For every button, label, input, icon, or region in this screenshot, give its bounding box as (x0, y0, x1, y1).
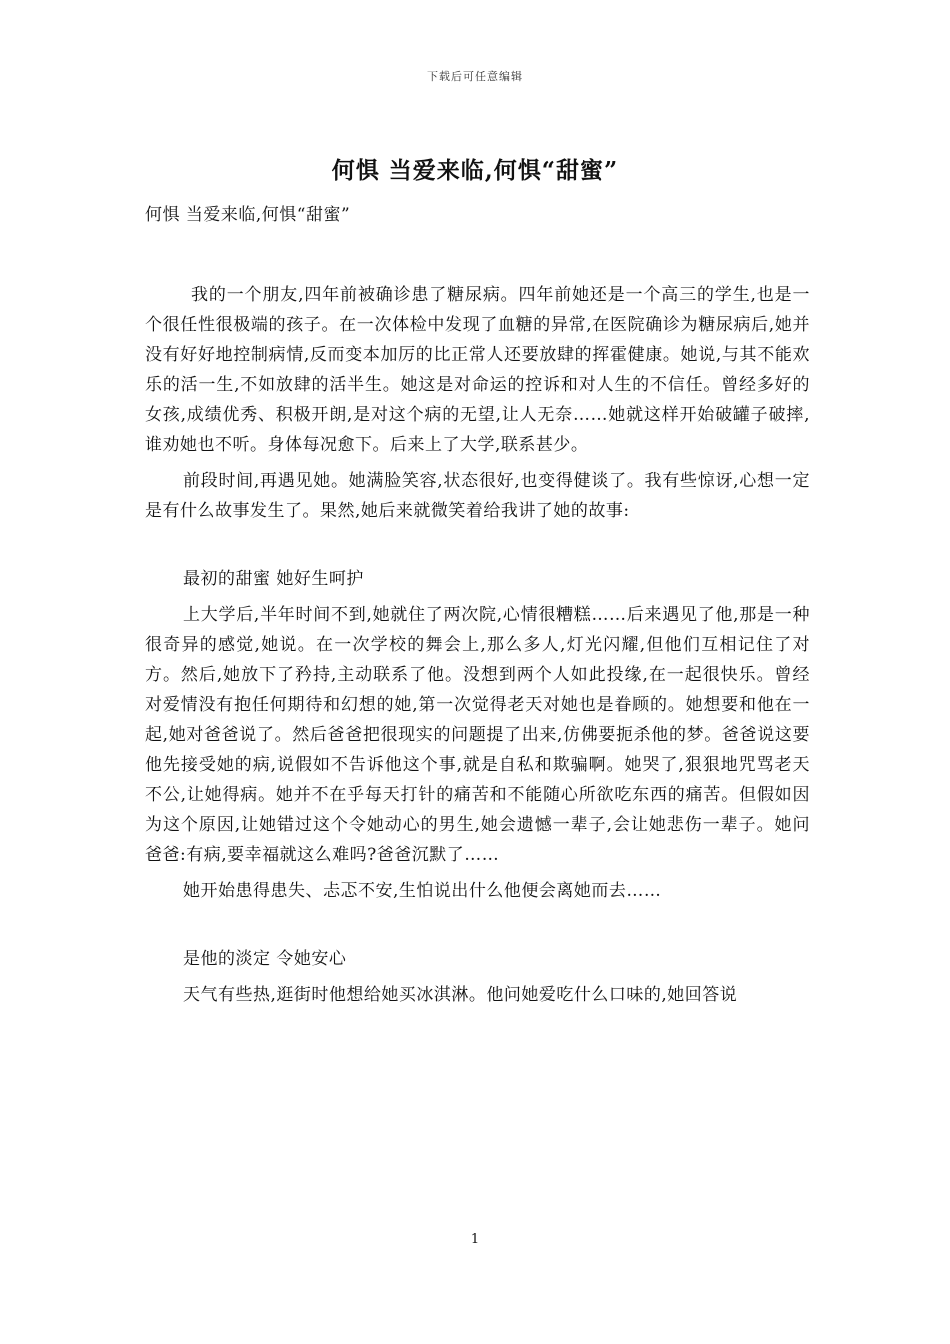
blank-line (145, 906, 810, 936)
paragraph: 我的一个朋友,四年前被确诊患了糖尿病。四年前她还是一个高三的学生,也是一个很任性很极端的孩子。在一次体检中发现了血糖的异常,在医院确诊为糖尿病后,她并没有好好地控制病情,反而变本加厉的比正常人还要放肆的挥霍健康。她说,与其不能欢乐的活一生,不如放肆的活半生。她这是对命运的控诉和对人生的不信任。曾经多好的女孩,成绩优秀、积极开朗,是对这个病的无望,让人无奈……她就这样开始破罐子破摔,谁劝她也不听。身体每况愈下。后来上了大学,联系甚少。 (145, 285, 810, 455)
document-body (145, 200, 810, 1010)
paragraph: 前段时间,再遇见她。她满脸笑容,状态很好,也变得健谈了。我有些惊讶,心想一定是有什么故事发生了。果然,她后来就微笑着给我讲了她的故事: (145, 471, 810, 521)
paragraph: 上大学后,半年时间不到,她就住了两次院,心情很糟糕……后来遇见了他,那是一种很奇异的感觉,她说。在一次学校的舞会上,那么多人,灯光闪耀,但他们互相记住了对方。然后,她放下了矜持,主动联系了他。没想到两个人如此投缘,在一起很快乐。曾经对爱情没有抱任何期待和幻想的她,第一次觉得老天对她也是眷顾的。她想要和他在一起,她对爸爸说了。然后爸爸把很现实的问题提了出来,仿佛要扼杀他的梦。爸爸说这要他先接受她的病,说假如不告诉他这个事,就是自私和欺骗啊。她哭了,狠狠地咒骂老天不公,让她得病。她并不在乎每天打针的痛苦和不能随心所欲吃东西的痛苦。但假如因为这个原因,让她错过这个令她动心的男生,她会遗憾一辈子,会让她悲伤一辈子。她问爸爸:有病,要幸福就这么难吗?爸爸沉默了…… (145, 605, 810, 865)
paragraph: 天气有些热,逛街时他想给她买冰淇淋。他问她爱吃什么口味的,她回答说 (183, 985, 738, 1005)
page-number: 1 (470, 1232, 480, 1247)
section-heading: 最初的甜蜜 她好生呵护 (183, 569, 364, 589)
document-title: 何惧 当爱来临,何惧“甜蜜” (331, 157, 619, 184)
header-note: 下载后可任意编辑 (427, 70, 523, 83)
document-subtitle: 何惧 当爱来临,何惧“甜蜜” (145, 205, 351, 225)
paragraph: 她开始患得患失、忐忑不安,生怕说出什么他便会离她而去…… (183, 881, 662, 901)
section-heading: 是他的淡定 令她安心 (183, 949, 347, 969)
blank-line (145, 230, 810, 260)
blank-line (145, 526, 810, 556)
